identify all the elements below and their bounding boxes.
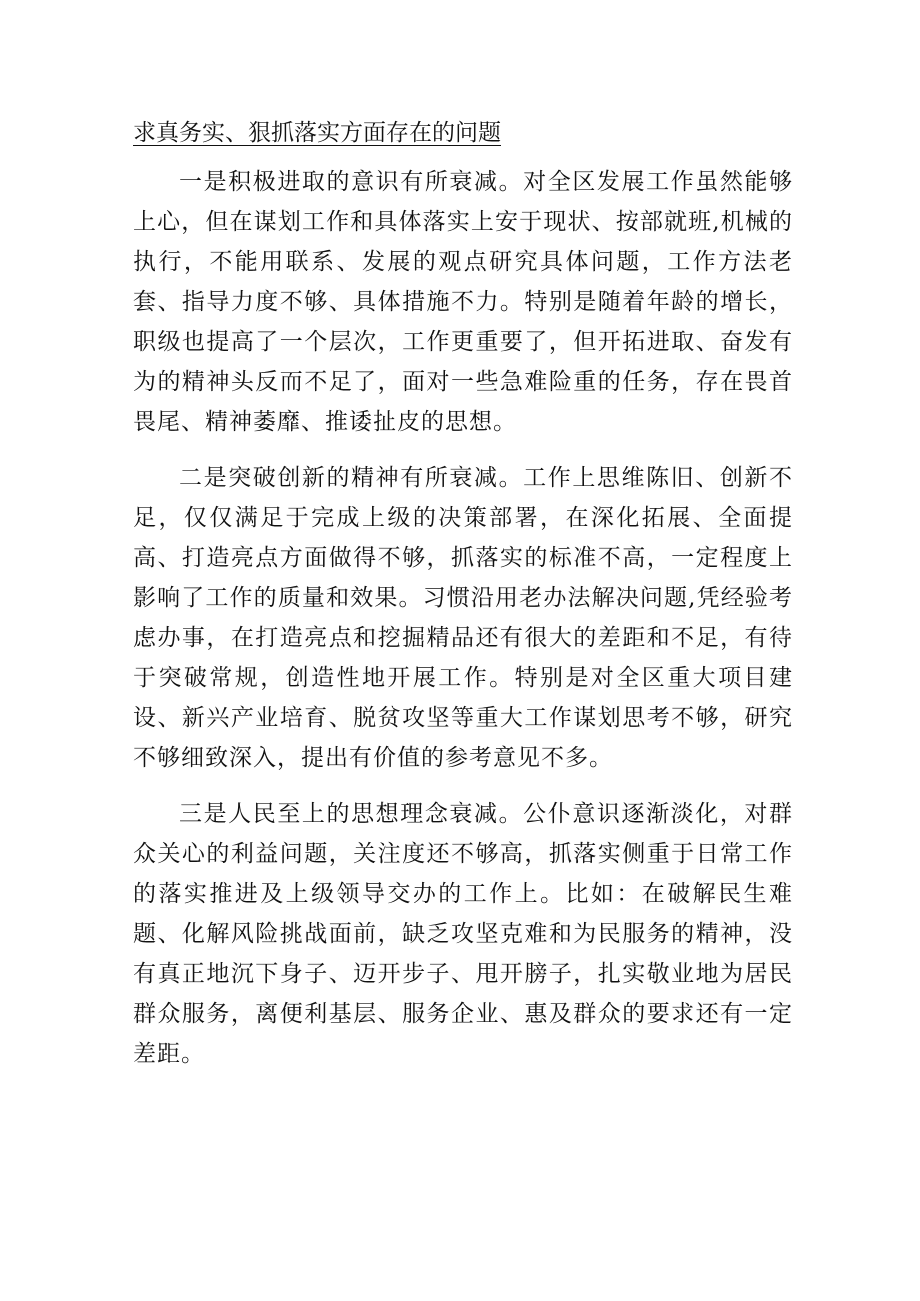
paragraph-3: 三是人民至上的思想理念衰减。公仆意识逐渐淡化，对群众关心的利益问题，关注度还不够高，抓落实侧重于日常工作的落实推进及上级领导交办的工作上。比如：在破解民生难题、化解风险挑战面前，缺乏攻坚克难和为民服务的精神，没有真正地沉下身子、迈开步子、甩开膀子，扎实敬业地为居民群众服务，离便利基层、服务企业、惠及群众的要求还有一定差距。 — [133, 801, 793, 1067]
document-title: 求真务实、狠抓落实方面存在的问题 — [133, 120, 501, 146]
paragraph-1: 一是积极进取的意识有所衰减。对全区发展工作虽然能够上心，但在谋划工作和具体落实上安于现状、按部就班,机械的执行，不能用联系、发展的观点研究具体问题，工作方法老套、指导力度不够、具体措施不力。特别是随着年龄的增长，职级也提高了一个层次，工作更重要了，但开拓进取、奋发有为的精神头反而不足了，面对一些急难险重的任务，存在畏首畏尾、精神萎靡、推诿扯皮的思想。 — [133, 169, 793, 435]
document-body — [133, 162, 793, 1090]
paragraph-2: 二是突破创新的精神有所衰减。工作上思维陈旧、创新不足，仅仅满足于完成上级的决策部署，在深化拓展、全面提高、打造亮点方面做得不够，抓落实的标准不高，一定程度上影响了工作的质量和效果。习惯沿用老办法解决问题,凭经验考虑办事，在打造亮点和挖掘精品还有很大的差距和不足，有待于突破常规，创造性地开展工作。特别是对全区重大项目建设、新兴产业培育、脱贫攻坚等重大工作谋划思考不够，研究不够细致深入，提出有价值的参考意见不多。 — [133, 465, 793, 771]
